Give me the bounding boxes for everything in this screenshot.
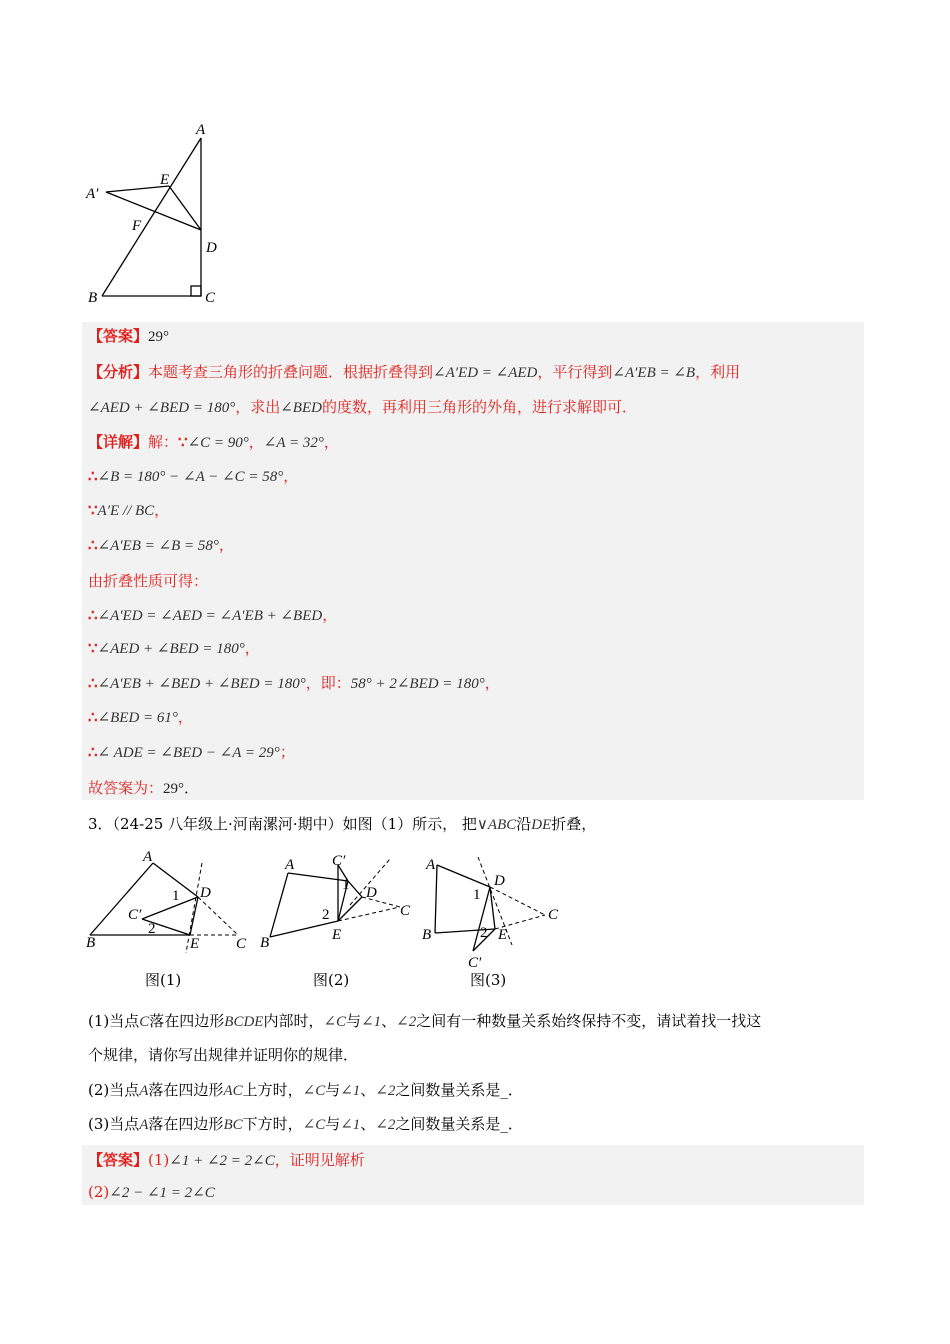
svg-text:D: D xyxy=(200,885,211,901)
analysis-tag: 【分析】 xyxy=(88,363,149,381)
analysis-line-2: ∠AED + ∠BED = 180°，求出∠BED的度数，再利用三角形的外角，进行求解即可． xyxy=(88,398,637,416)
detail-line-9: ∴∠ ADE = ∠BED − ∠A = 29°； xyxy=(88,743,295,761)
answer-tag: 【答案】 xyxy=(88,327,149,345)
svg-text:A: A xyxy=(426,857,436,873)
svg-text:D: D xyxy=(366,885,377,901)
question-3-part-3: (3)当点A落在四边形BC下方时，∠C与∠1、∠2之间数量关系是_． xyxy=(88,1115,523,1133)
label-E: E xyxy=(160,172,170,188)
svg-text:1: 1 xyxy=(172,888,180,904)
svg-text:A: A xyxy=(143,849,153,865)
detail-line-3: ∵A′E // BC， xyxy=(88,501,170,519)
svg-text:E: E xyxy=(498,927,508,943)
caption-figure-2: 图(2) xyxy=(313,971,350,989)
svg-text:2: 2 xyxy=(322,907,330,923)
answer-box-1 xyxy=(82,322,864,800)
svg-text:B: B xyxy=(260,935,270,951)
question-3-header: 3．（24-25 八年级上·河南漯河·期中）如图（1）所示， 把∨ABC沿DE折叠， xyxy=(88,815,597,833)
question-3-part-2: (2)当点A落在四边形AC上方时，∠C与∠1、∠2之间数量关系是_． xyxy=(88,1081,523,1099)
svg-text:D: D xyxy=(494,873,505,889)
detail-line-8: ∴∠BED = 61°， xyxy=(88,708,193,726)
label-A: A xyxy=(196,122,206,138)
answer-3-line-1: 【答案】(1)∠1 + ∠2 = 2∠C，证明见解析 xyxy=(88,1151,365,1169)
label-A-prime: A′ xyxy=(86,186,99,202)
svg-text:C: C xyxy=(236,936,247,952)
question-3-part-1-line-2: 个规律，请你写出规律并证明你的规律． xyxy=(88,1046,359,1064)
svg-text:B: B xyxy=(86,935,96,951)
answer-3-line-2: (2)∠2 − ∠1 = 2∠C xyxy=(88,1183,215,1201)
answer-line xyxy=(88,326,169,347)
answer-value: 29° xyxy=(148,329,170,345)
svg-text:2: 2 xyxy=(148,921,156,937)
detail-line-1: 【详解】解：∵∠C = 90°，∠A = 32°， xyxy=(88,433,339,451)
fold-property-line: 由折叠性质可得： xyxy=(88,572,209,590)
question-3-part-1-line-1: (1)当点C落在四边形BCDE内部时，∠C与∠1、∠2之间有一种数量关系始终保持不变，请试着找一找这 xyxy=(88,1012,762,1030)
label-F: F xyxy=(132,218,142,234)
svg-text:B: B xyxy=(422,927,432,943)
answer-tag: 【答案】 xyxy=(88,1151,149,1169)
figure-triangle-fold xyxy=(80,118,240,308)
detail-tag: 【详解】 xyxy=(88,433,149,451)
label-C: C xyxy=(205,290,216,306)
svg-text:C: C xyxy=(400,903,411,919)
detail-line-7: ∴∠A′EB + ∠BED + ∠BED = 180°，即：58° + 2∠BED = 180°， xyxy=(88,674,500,692)
svg-text:2: 2 xyxy=(480,925,488,941)
svg-text:C′: C′ xyxy=(468,955,482,971)
detail-line-2: ∴∠B = 180° − ∠A − ∠C = 58°， xyxy=(88,467,299,485)
svg-text:1: 1 xyxy=(342,877,350,893)
detail-line-5: ∴∠A′ED = ∠AED = ∠A′EB + ∠BED， xyxy=(88,606,338,624)
detail-line-4: ∴∠A′EB = ∠B = 58°， xyxy=(88,536,234,554)
svg-text:C′: C′ xyxy=(332,853,346,869)
svg-text:A: A xyxy=(285,857,295,873)
svg-text:E: E xyxy=(332,927,342,943)
label-B: B xyxy=(88,290,98,306)
svg-text:C′: C′ xyxy=(128,907,142,923)
label-D: D xyxy=(206,240,217,256)
svg-text:1: 1 xyxy=(473,887,481,903)
svg-text:E: E xyxy=(190,936,200,952)
svg-text:C: C xyxy=(548,907,559,923)
caption-figure-3: 图(3) xyxy=(470,971,507,989)
caption-figure-1: 图(1) xyxy=(145,971,182,989)
detail-line-6: ∵∠AED + ∠BED = 180°， xyxy=(88,639,260,657)
analysis-line-1: 【分析】本题考查三角形的折叠问题．根据折叠得到∠A′ED = ∠AED，平行得到∠A′EB = ∠B，利用 xyxy=(88,363,741,381)
final-answer-line: 故答案为：29°． xyxy=(88,779,200,797)
